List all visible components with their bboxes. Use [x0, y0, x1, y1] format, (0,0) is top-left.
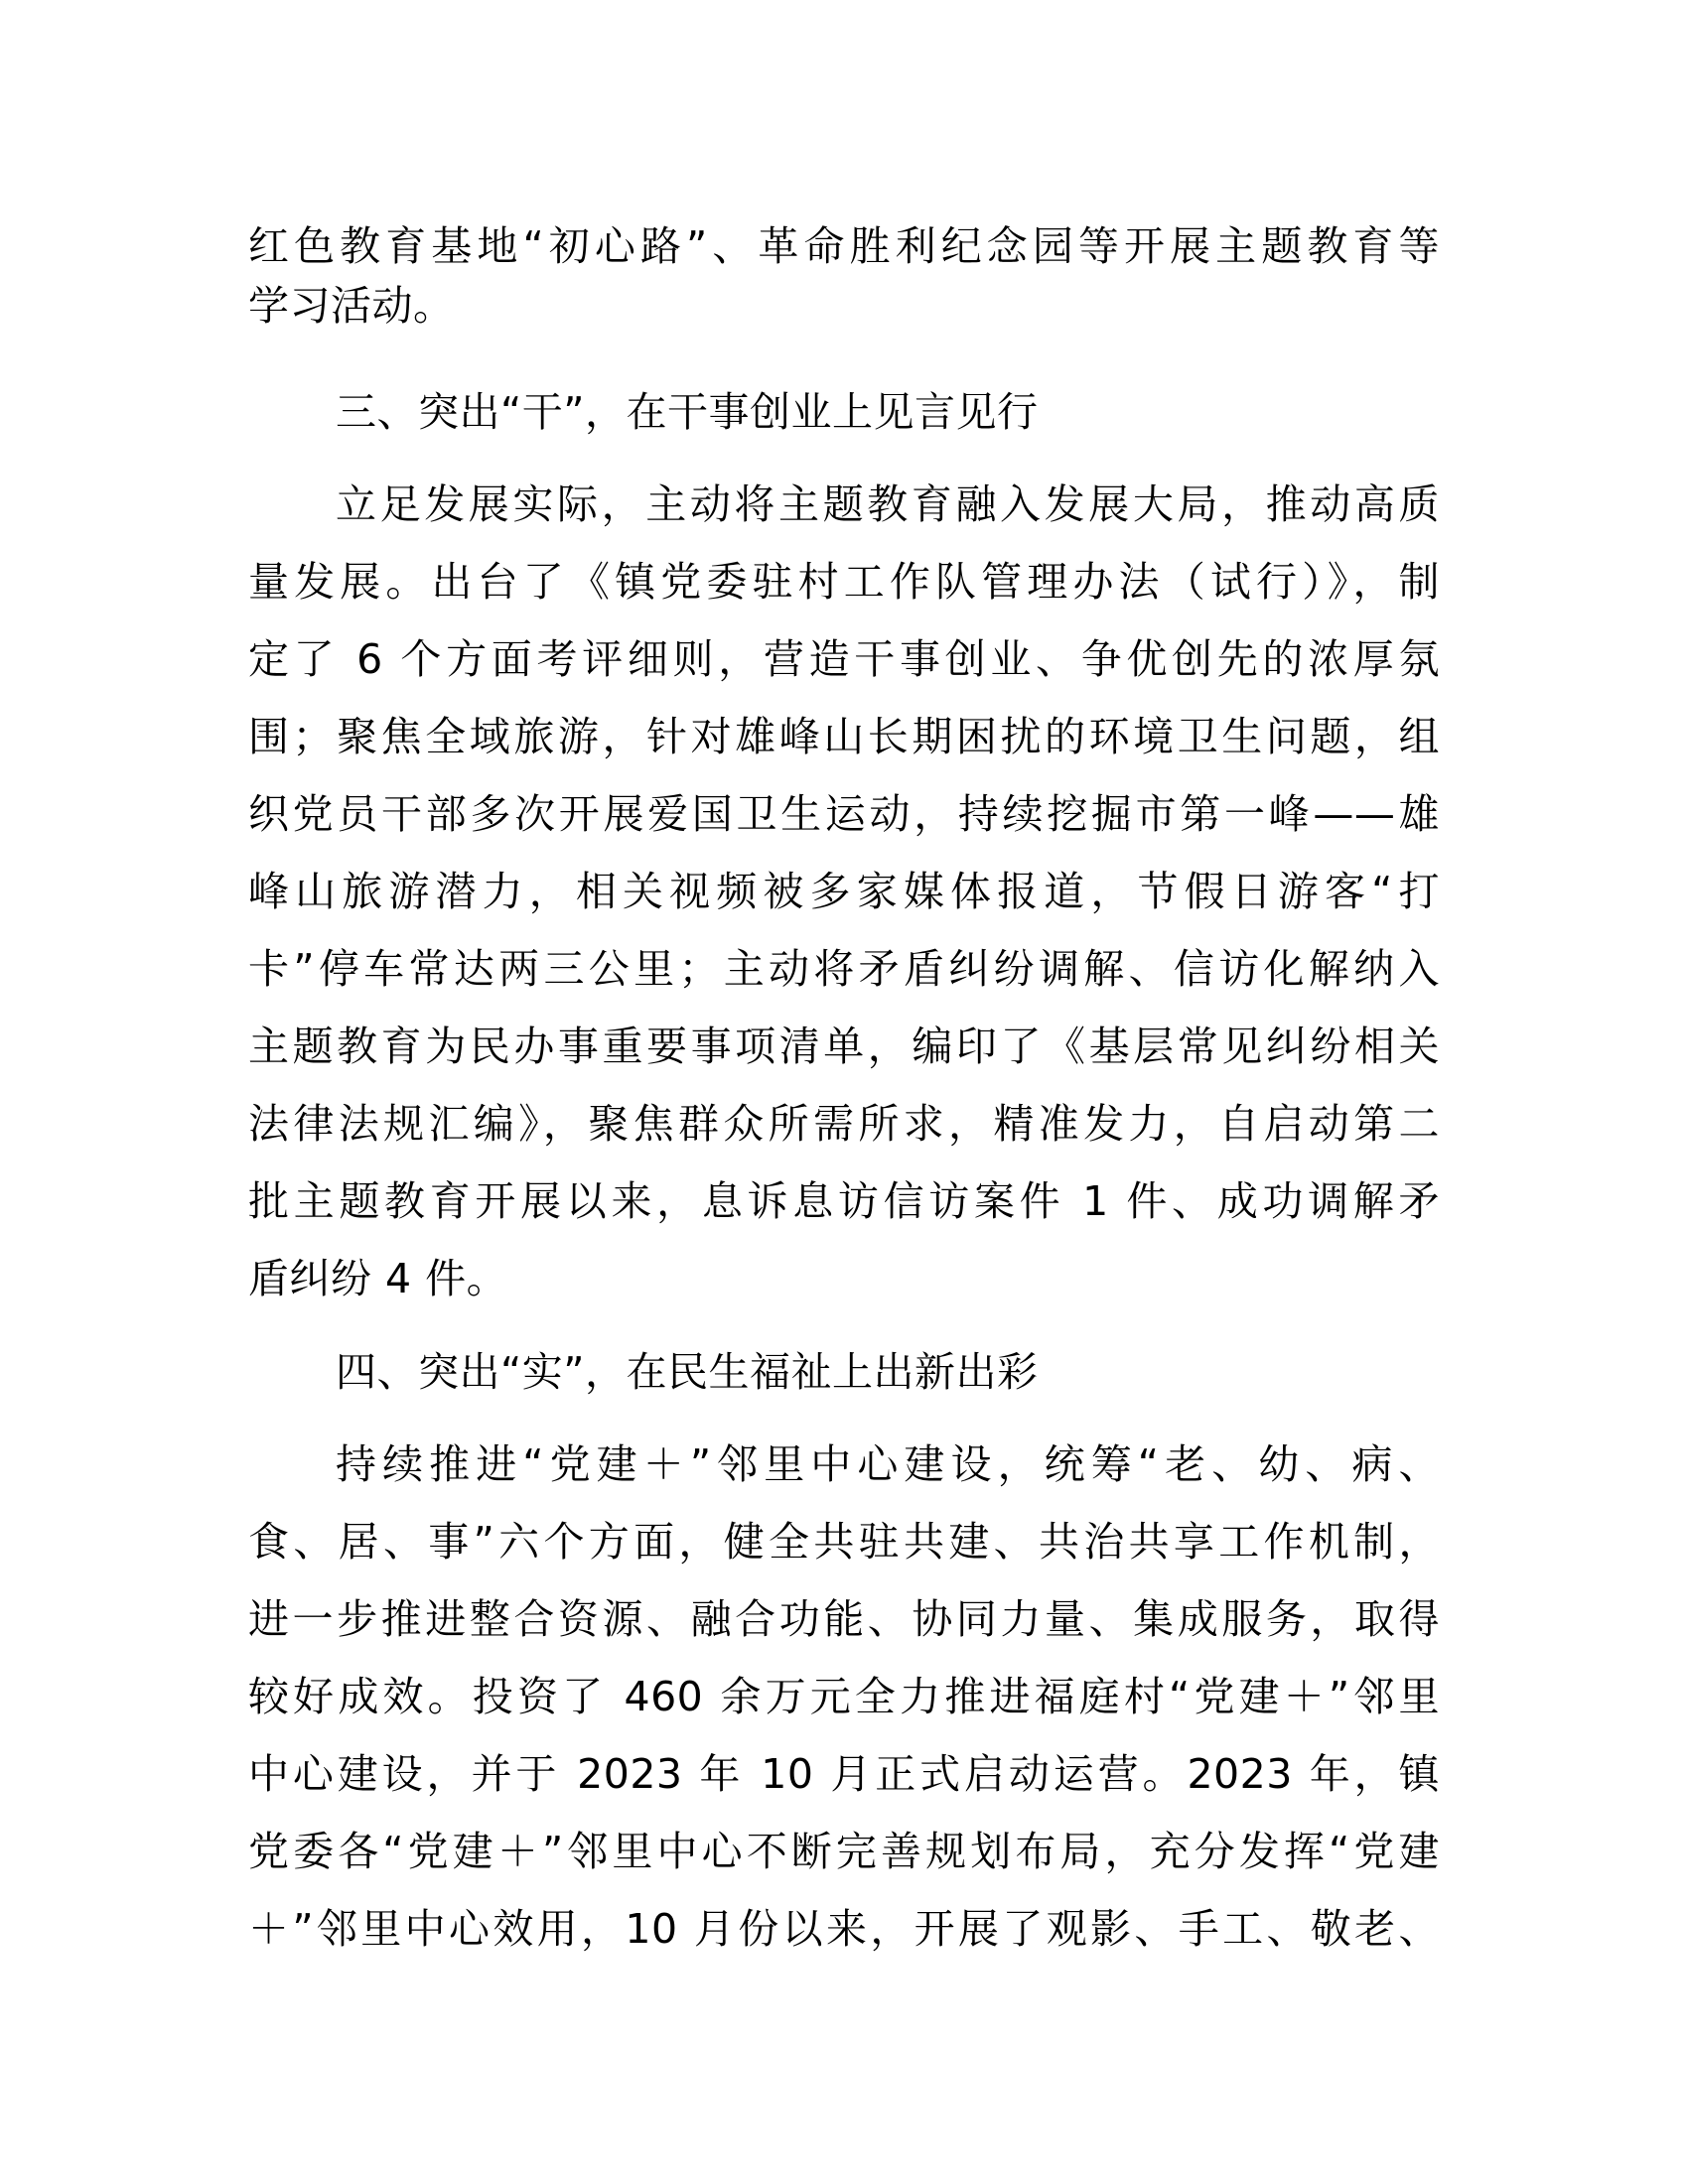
body-text-line: 卡”停车常达两三公里；主动将矛盾纠纷调解、信访化解纳入 [248, 945, 1440, 993]
section-heading-4: 四、突出“实”，在民生福祉上出新出彩 [336, 1348, 1039, 1396]
body-text-line: 较好成效。投资了 460 余万元全力推进福庭村“党建＋”邻里 [248, 1673, 1440, 1720]
section-heading-3: 三、突出“干”，在干事创业上见言见行 [336, 388, 1039, 436]
body-text-line: 红色教育基地“初心路”、革命胜利纪念园等开展主题教育等 [248, 222, 1440, 270]
body-text-line: 盾纠纷 4 件。 [248, 1255, 508, 1302]
body-text-line: 进一步推进整合资源、融合功能、协同力量、集成服务，取得 [248, 1595, 1440, 1643]
body-text-line: 主题教育为民办事重要事项清单，编印了《基层常见纠纷相关 [248, 1023, 1440, 1070]
body-text-line: 量发展。出台了《镇党委驻村工作队管理办法（试行）》，制 [248, 558, 1440, 606]
body-text-line: 学习活动。 [248, 282, 455, 330]
body-text-line: 法律法规汇编》，聚焦群众所需所求，精准发力，自启动第二 [248, 1100, 1440, 1148]
body-text-line: 持续推进“党建＋”邻里中心建设，统筹“老、幼、病、 [336, 1440, 1440, 1488]
body-text-line: 立足发展实际，主动将主题教育融入发展大局，推动高质 [336, 480, 1440, 528]
body-text-line: 批主题教育开展以来，息诉息访信访案件 1 件、成功调解矛 [248, 1177, 1440, 1225]
body-text-line: 中心建设，并于 2023 年 10 月正式启动运营。2023 年，镇 [248, 1750, 1440, 1798]
body-text-line: 织党员干部多次开展爱国卫生运动，持续挖掘市第一峰——雄 [248, 790, 1440, 838]
body-text-line: 食、居、事”六个方面，健全共驻共建、共治共享工作机制， [248, 1518, 1440, 1566]
body-text-line: 党委各“党建＋”邻里中心不断完善规划布局，充分发挥“党建 [248, 1828, 1440, 1875]
body-text-line: 定了 6 个方面考评细则，营造干事创业、争优创先的浓厚氛 [248, 635, 1440, 683]
body-text-line: 围；聚焦全域旅游，针对雄峰山长期困扰的环境卫生问题，组 [248, 713, 1440, 760]
body-text-line: ＋”邻里中心效用，10 月份以来，开展了观影、手工、敬老、 [248, 1905, 1440, 1953]
body-text-line: 峰山旅游潜力，相关视频被多家媒体报道，节假日游客“打 [248, 868, 1440, 915]
